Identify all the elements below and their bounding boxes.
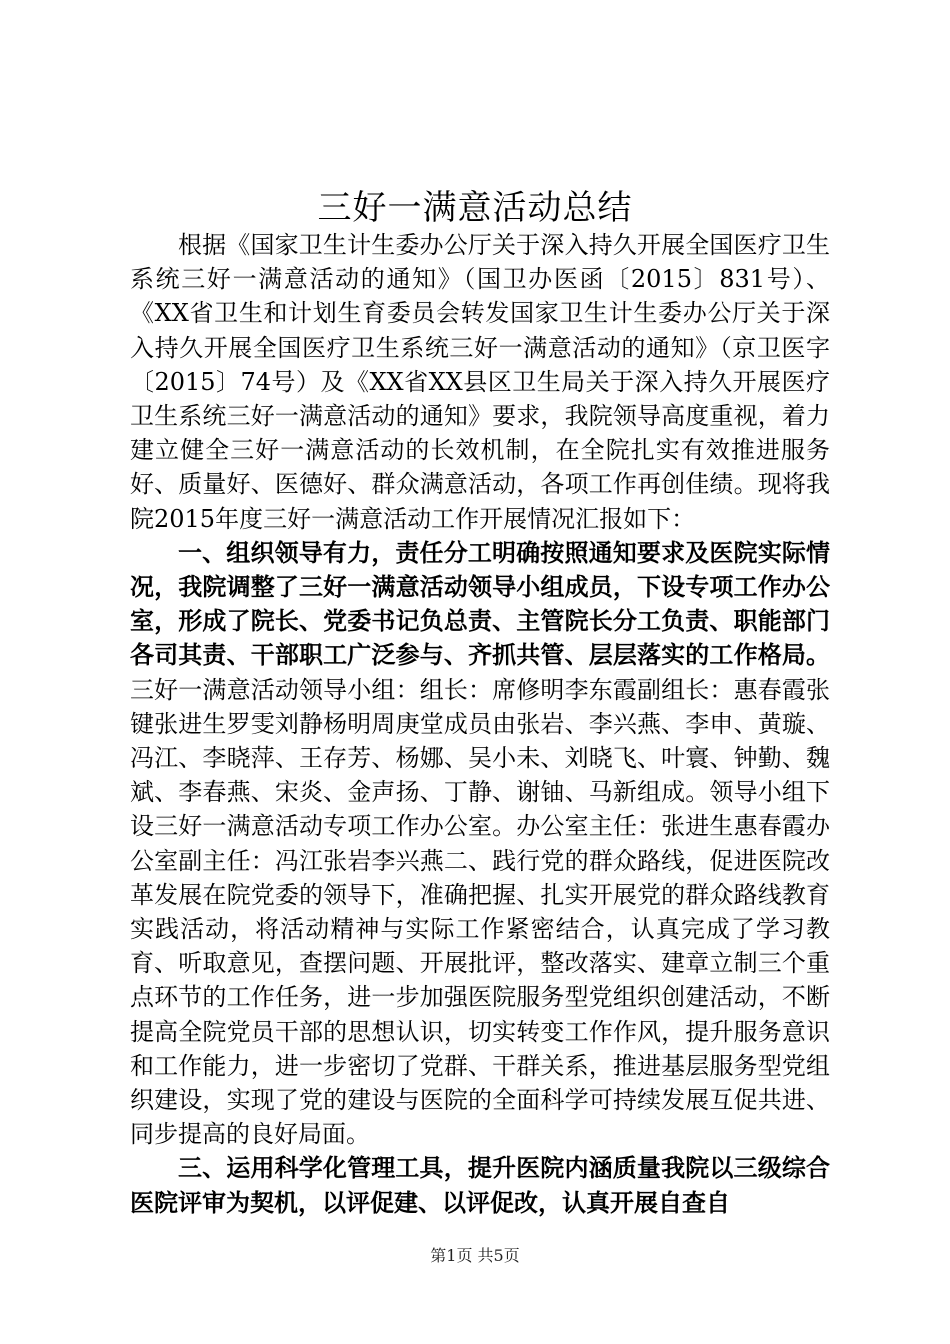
section-3-heading: 三、运用科学化管理工具，提升医院内涵质量我院以三级综合医院评审为契机，以评促建、以评促改，认真开展自查自: [130, 1153, 830, 1217]
section-1-text: 三好一满意活动领导小组：组长：席修明李东霞副组长：惠春霞张键张进生罗雯刘静杨明周庚堂成员由张岩、李兴燕、李申、黄璇、冯江、李晓萍、王存芳、杨娜、吴小未、刘晓飞、叶寰、钟勤、魏斌、李春燕、宋炎、金声扬、丁静、谢铀、马新组成。领导小组下设三好一满意活动专项工作办公室。办公室主任：张进生惠春霞办公室副主任：冯江张岩李兴燕二、践行党的群众路线，促进医院改革发展在院党委的领导下，准确把握、扎实开展党的群众路线教育实践活动，将活动精神与实际工作紧密结合，认真完成了学习教育、听取意见，查摆问题、开展批评，整改落实、建章立制三个重点环节的工作任务，进一步加强医院服务型党组织创建活动，不断提高全院党员干部的思想认识，切实转变工作作风，提升服务意识和工作能力，进一步密切了党群、干群关系，推进基层服务型党组织建设，实现了党的建设与医院的全面科学可持续发展互促共进、同步提高的良好局面。: [130, 675, 830, 1149]
document-title: 三好一满意活动总结: [317, 188, 633, 228]
paragraph-section-1: [130, 536, 830, 1152]
document-body: [130, 228, 830, 1220]
section-1-heading: 一、组织领导有力，责任分工明确按照通知要求及医院实际情况，我院调整了三好一满意活动领导小组成员，下设专项工作办公室，形成了院长、党委书记负总责、主管院长分工负责、职能部门各司其责、干部职工广泛参与、齐抓共管、层层落实的工作格局。: [130, 537, 830, 670]
page-footer: 第1页 共5页: [430, 1246, 520, 1265]
paragraph-section-3: [130, 1151, 830, 1219]
paragraph-intro: 根据《国家卫生计生委办公厅关于深入持久开展全国医疗卫生系统三好一满意活动的通知》（国卫办医函〔2015〕831号）、《XX省卫生和计划生育委员会转发国家卫生计生委办公厅关于深入持久开展全国医疗卫生系统三好一满意活动的通知》（京卫医字〔2015〕74号）及《XX省XX县区卫生局关于深入持久开展医疗卫生系统三好一满意活动的通知》要求，我院领导高度重视，着力建立健全三好一满意活动的长效机制，在全院扎实有效推进服务好、质量好、医德好、群众满意活动，各项工作再创佳绩。现将我院2015年度三好一满意活动工作开展情况汇报如下：: [130, 231, 830, 533]
